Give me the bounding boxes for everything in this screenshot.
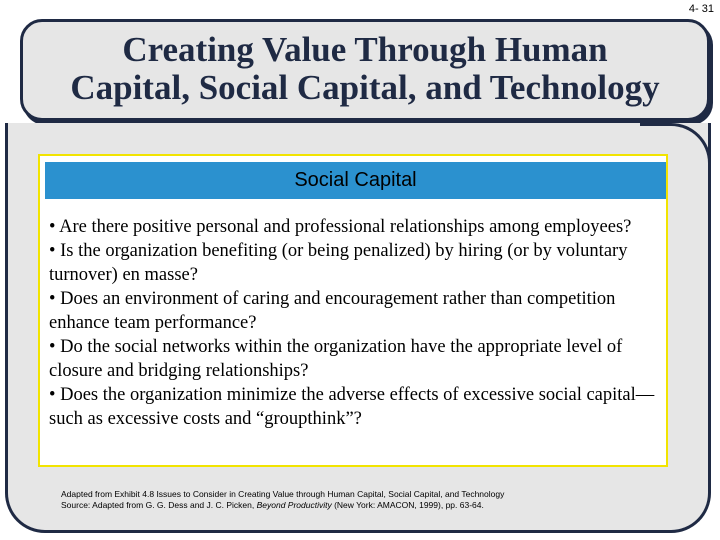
citation-book-title: Beyond Productivity <box>256 500 332 510</box>
list-item: • Does the organization minimize the adverse effects of excessive social capital—such as excessive costs and “groupthink”? <box>49 385 655 429</box>
list-item: • Are there positive personal and professional relationships among employees? <box>49 217 632 237</box>
citation-source-prefix: Source: Adapted from G. G. Dess and J. C. Picken, <box>61 500 257 510</box>
list-item: • Is the organization benefiting (or being penalized) by hiring (or by voluntary turnover) en masse? <box>49 241 628 285</box>
list-item: • Do the social networks within the organization have the appropriate level of closure and bridging relationships? <box>49 337 623 381</box>
title-line-1: Creating Value Through Human <box>122 30 608 69</box>
source-citation <box>61 489 681 511</box>
citation-source-suffix: (New York: AMACON, 1999), pp. 63-64. <box>331 500 484 510</box>
list-item: • Does an environment of caring and encouragement rather than competition enhance team performance? <box>49 289 616 333</box>
section-header: Social Capital <box>294 169 417 191</box>
citation-line-1: Adapted from Exhibit 4.8 Issues to Consider in Creating Value through Human Capital, Social Capital, and Technology <box>61 489 505 499</box>
bullet-list <box>49 215 669 431</box>
citation-line-2 <box>61 500 681 511</box>
title-line-2: Capital, Social Capital, and Technology <box>70 68 660 107</box>
slide-number: 4- 31 <box>688 3 714 15</box>
page-title <box>20 31 710 107</box>
